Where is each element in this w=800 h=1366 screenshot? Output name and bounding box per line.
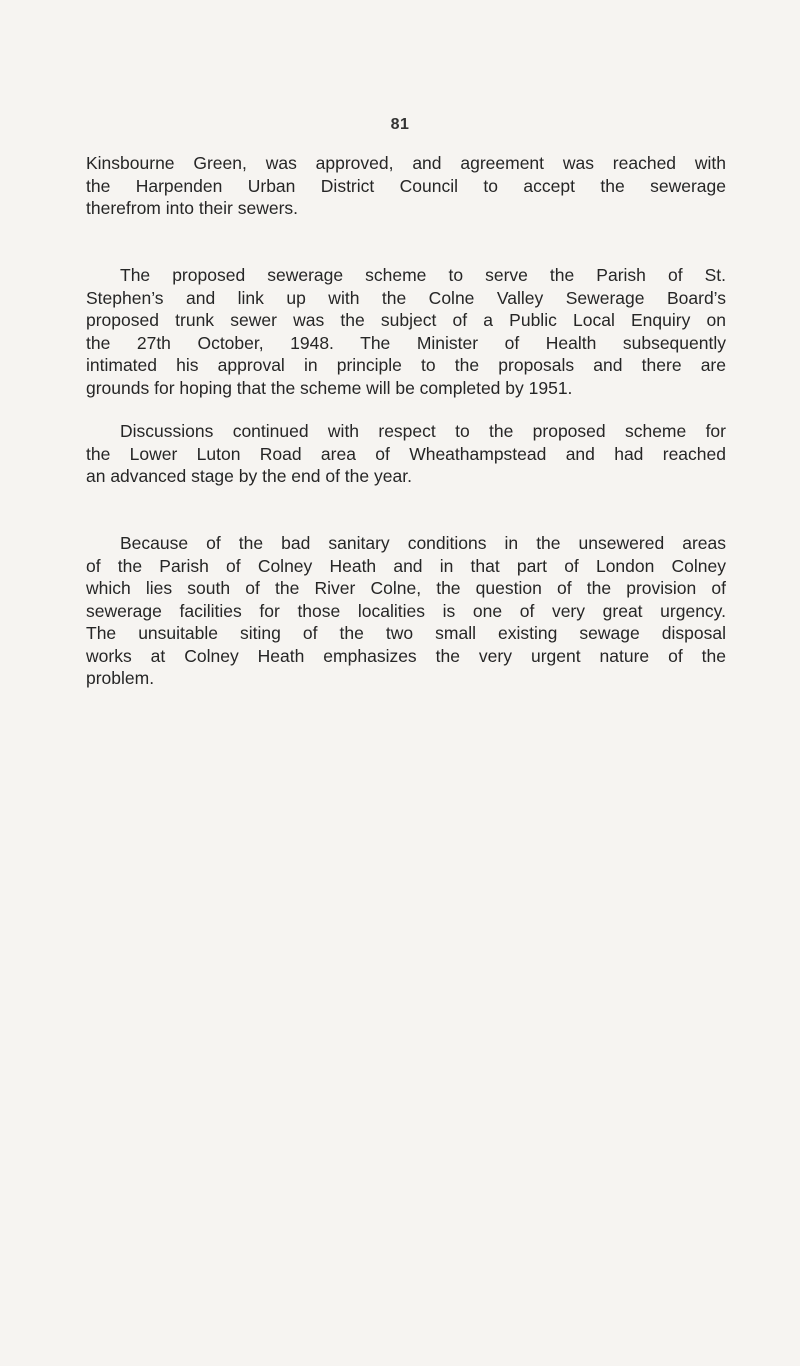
- paragraph-line: works at Colney Heath emphasizes the very urgent nature of the: [86, 645, 726, 666]
- paragraph-line: of the Parish of Colney Heath and in that part of London Colney: [86, 555, 726, 576]
- paragraph-line: The proposed sewerage scheme to serve the Parish of St.: [120, 265, 726, 285]
- paragraph-line: an advanced stage by the end of the year.: [86, 466, 412, 486]
- paragraph-line: Kinsbourne Green, was approved, and agreement was reached with: [86, 153, 726, 173]
- paragraph-kinsbourne-green: [86, 152, 726, 220]
- paragraph-line: Because of the bad sanitary conditions in the unsewered areas: [120, 533, 726, 553]
- paragraph-line: intimated his approval in principle to the proposals and there are: [86, 355, 726, 375]
- paragraph-line: which lies south of the River Colne, the question of the provision of: [86, 578, 726, 598]
- paragraph-line: sewerage facilities for those localities is one of very great urgency.: [86, 600, 726, 621]
- paragraph-line: therefrom into their sewers.: [86, 198, 299, 218]
- paragraph-line: grounds for hoping that the scheme will be completed by 1951.: [86, 377, 573, 398]
- paragraph-st-stephens-scheme: [86, 264, 726, 399]
- paragraph-lower-luton-road: [86, 420, 726, 488]
- paragraph-line: problem.: [86, 668, 155, 688]
- paragraph-line: Stephen’s and link up with the Colne Valley Sewerage Board’s: [86, 287, 726, 308]
- paragraph-colney-heath: [86, 532, 726, 690]
- paragraph-line: the Harpenden Urban District Council to accept the sewerage: [86, 175, 726, 196]
- paragraph-line: the 27th October, 1948. The Minister of Health subsequently: [86, 332, 726, 353]
- paragraph-line: proposed trunk sewer was the subject of a Public Local Enquiry on: [86, 310, 726, 330]
- paragraph-line: the Lower Luton Road area of Wheathampstead and had reached: [86, 443, 726, 464]
- paragraph-line: Discussions continued with respect to the proposed scheme for: [120, 421, 726, 441]
- paragraph-line: The unsuitable siting of the two small existing sewage disposal: [86, 623, 726, 643]
- page-number: 81: [390, 116, 410, 133]
